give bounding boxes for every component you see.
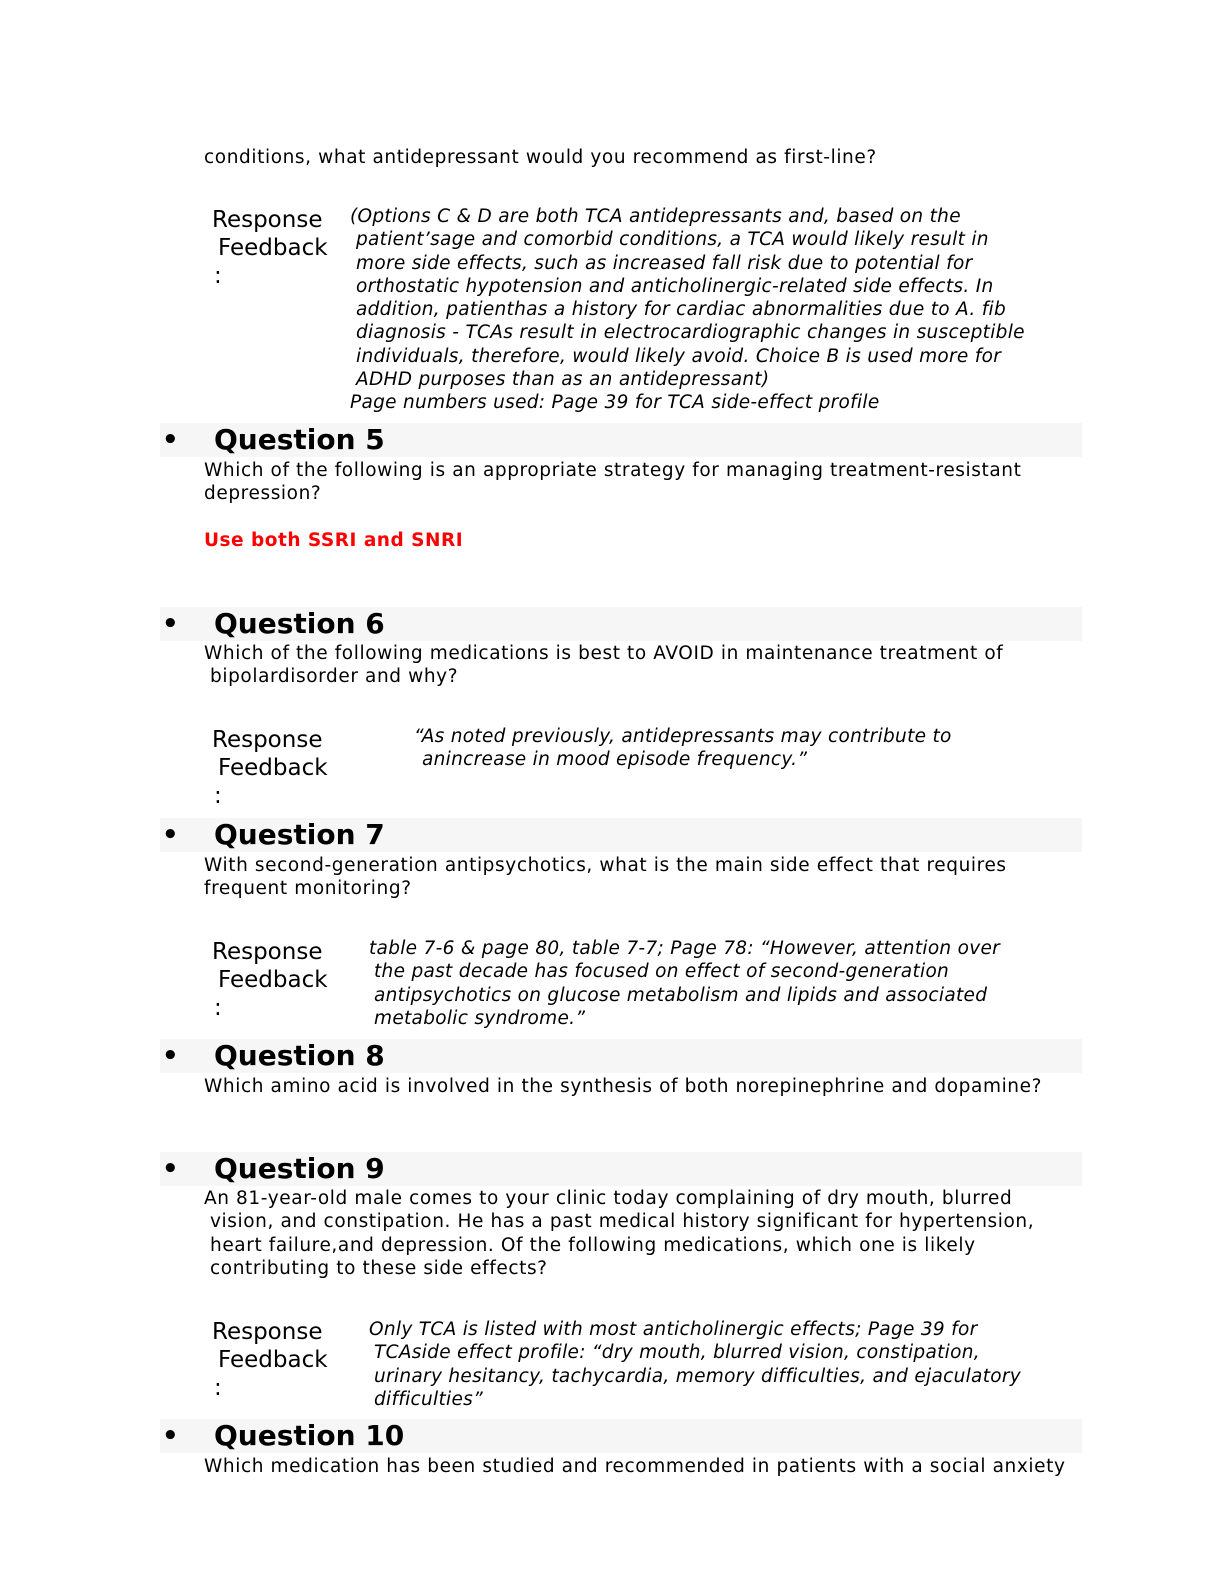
question-line: Which of the following medications is best to AVOID in maintenance treatment of: [204, 643, 1004, 664]
question-line: contributing to these side effects?: [210, 1257, 548, 1279]
question-9-text: [204, 1187, 1034, 1280]
bullet-icon: •: [162, 1041, 179, 1071]
label-response: Response: [212, 727, 323, 753]
question-line: An 81-year-old male comes to your clinic today complaining of dry mouth, blurred: [204, 1188, 1013, 1209]
feedback-line: “As noted previously, antidepressants may contribute to: [414, 726, 952, 747]
question-10-text: [204, 1455, 1066, 1478]
question-7-text: [204, 854, 1007, 901]
feedback-line: anincrease in mood episode frequency.”: [422, 749, 808, 771]
bullet-icon: •: [162, 1421, 179, 1451]
response-feedback-label: [212, 726, 328, 810]
feedback-text: [369, 1318, 1021, 1411]
question-6-title: Question 6: [214, 607, 385, 640]
question-line: Which amino acid is involved in the synthesis of both norepinephrine and dopamine?: [204, 1076, 1043, 1097]
question-line: Which of the following is an appropriate strategy for managing treatment-resistant: [204, 460, 1022, 481]
label-response: Response: [212, 207, 323, 233]
feedback-line: metabolic syndrome.”: [374, 1007, 586, 1029]
question-6-text: [204, 642, 1003, 689]
feedback-line: ADHD purposes than as an antidepressant): [356, 369, 770, 391]
question-line: heart failure,and depression. Of the following medications, which one is likely: [210, 1234, 976, 1256]
feedback-line: urinary hesitancy, tachycardia, memory difficulties, and ejaculatory: [374, 1365, 1022, 1387]
bullet-icon: •: [162, 425, 179, 455]
question-9-title: Question 9: [214, 1152, 385, 1185]
question-5-answer: Use both SSRI and SNRI: [204, 530, 464, 551]
label-feedback: Feedback: [218, 967, 328, 993]
label-feedback: Feedback: [218, 235, 328, 261]
question-line: depression?: [204, 483, 322, 505]
question-5-text: [204, 459, 1021, 506]
label-feedback: Feedback: [218, 1347, 328, 1373]
feedback-text: [369, 937, 1000, 1030]
bullet-icon: •: [162, 820, 179, 850]
feedback-line: more side effects, such as increased fall risk due to potential for: [356, 252, 973, 274]
feedback-text: [350, 205, 1025, 415]
feedback-line: orthostatic hypotension and anticholinergic-related side effects. In: [356, 275, 994, 297]
label-response: Response: [212, 939, 323, 965]
feedback-line: diagnosis - TCAs result in electrocardiographic changes in susceptible: [356, 322, 1025, 344]
question-line: With second-generation antipsychotics, what is the main side effect that requires: [204, 855, 1007, 876]
label-response: Response: [212, 1319, 323, 1345]
question-4-text-tail: conditions, what antidepressant would you recommend as first-line?: [204, 147, 877, 168]
feedback-line: difficulties”: [374, 1388, 483, 1410]
label-colon: :: [214, 263, 222, 289]
bullet-icon: •: [162, 1154, 179, 1184]
response-feedback-label: [212, 206, 328, 290]
question-line: frequent monitoring?: [204, 878, 412, 900]
feedback-line: individuals, therefore, would likely avoid. Choice B is used more for: [356, 345, 1002, 367]
feedback-line: antipsychotics on glucose metabolism and lipids and associated: [374, 984, 988, 1006]
feedback-text: [414, 725, 952, 772]
feedback-line: patient’sage and comorbid conditions, a TCA would likely result in: [356, 229, 989, 251]
question-10-title: Question 10: [214, 1419, 405, 1452]
feedback-line: table 7-6 & page 80, table 7-7; Page 78: “However, attention over: [369, 938, 1001, 959]
label-feedback: Feedback: [218, 755, 328, 781]
label-colon: :: [214, 1375, 222, 1401]
feedback-line: the past decade has focused on effect of second-generation: [374, 961, 950, 983]
page-note: Page numbers used: Page 39 for TCA side-effect profile: [350, 392, 880, 414]
question-line: bipolardisorder and why?: [210, 666, 459, 688]
response-feedback-label: [212, 938, 328, 1022]
question-8-title: Question 8: [214, 1039, 385, 1072]
response-feedback-label: [212, 1318, 328, 1402]
question-line: vision, and constipation. He has a past medical history significant for hypertension,: [210, 1211, 1035, 1233]
question-8-text: [204, 1075, 1042, 1098]
question-line: Which medication has been studied and recommended in patients with a social anxiety: [204, 1456, 1066, 1477]
question-7-title: Question 7: [214, 818, 385, 851]
label-colon: :: [214, 995, 222, 1021]
label-colon: :: [214, 783, 222, 809]
feedback-line: Only TCA is listed with most anticholinergic effects; Page 39 for: [369, 1319, 978, 1340]
feedback-line: TCAside effect profile: “dry mouth, blurred vision, constipation,: [374, 1342, 980, 1364]
bullet-icon: •: [162, 609, 179, 639]
feedback-line: (Options C & D are both TCA antidepressants and, based on the: [350, 206, 961, 227]
feedback-line: addition, patienthas a history for cardiac abnormalities due to A. fib: [356, 299, 1007, 321]
question-5-title: Question 5: [214, 423, 385, 456]
